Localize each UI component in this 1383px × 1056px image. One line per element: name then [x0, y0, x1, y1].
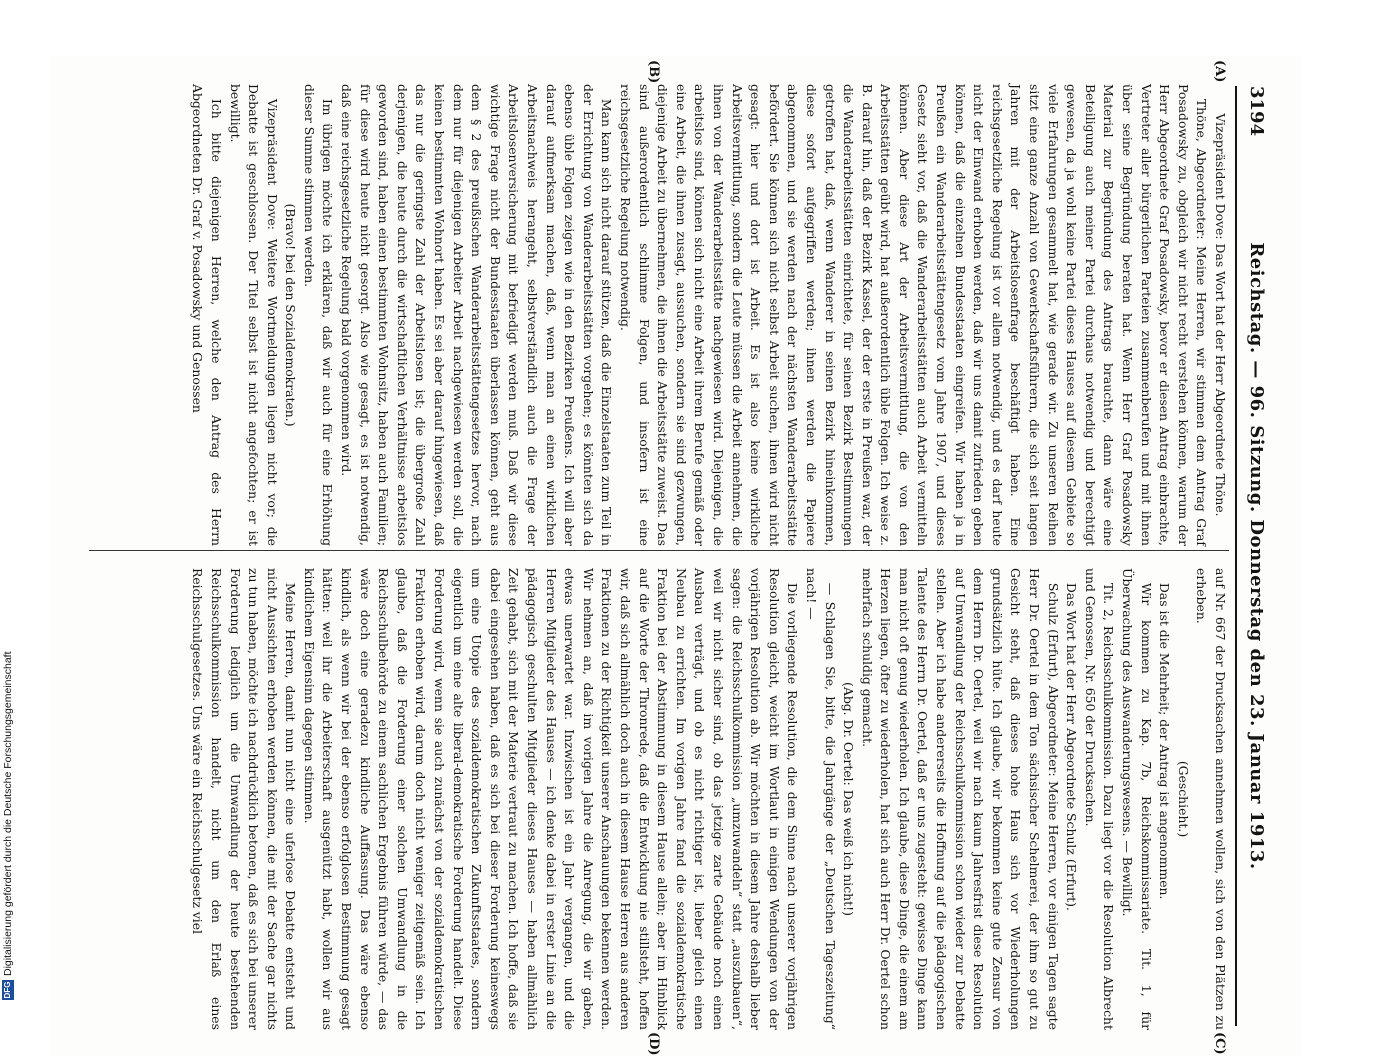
margin-marker-b: (B) — [646, 60, 661, 84]
paragraph: auf Nr. 667 der Drucksachen annehmen wollen, sich von den Plätzen zu erheben. — [1194, 568, 1228, 1030]
funding-watermark — [2, 651, 32, 1000]
margin-marker-d: (D) — [646, 1032, 661, 1056]
paragraph: (Bravo! bei den Sozialdemokraten.) — [283, 203, 299, 427]
paragraph: — Schlagen Sie, bitte, die Jahrgänge der „Deutschen Tageszeitung“ nach! — — [803, 568, 838, 1030]
paragraph: Das Wort hat der Herr Abgeordnete Schulz (Erfurt). — [1064, 582, 1080, 911]
paragraph: Schulz (Erfurt), Abgeordneter: Meine Herren, vor einigen Tagen sagte Herr Dr. Oertel in dem Ton sächsischer Schelmerei, der ihm so gut zu Gesicht steht, daß dieses hohe Haus sich vor Wiederholungen grundsätzlich hüte. Ich glaube, wir bekommen keine gute Zensur von dem Herrn Dr. Oertel, weil wir nach kaum Jahresfrist diese Resolution auf Umwandlung der Reichsschulkommission schon wieder zur Debatte stellen. Aber ich habe andererseits die Hoffnung auf die pädagogischen Talente des Herrn Dr. Oertel, daß er uns zugesteht: gewisse Dinge kann man nicht oft genug wiederholen. Ich glaube, diese Dinge, die einem am Herzen liegen, öfter zu wiederholen, hat sich auch Herr Dr. Oertel schon mehrfach schuldig gemacht. — [859, 568, 1061, 1030]
paragraph: Ich bitte diejenigen Herren, welche den Antrag des Herrn Abgeordneten Dr. Graf v. Posadowsky und Genossen — [190, 84, 224, 546]
paragraph: Thöne, Abgeordneter: Meine Herren, wir stimmen dem Antrag Graf Posadowsky zu, obgleich wir nicht recht verstehen können, warum der Herr Abgeordnete Graf Posadowsky, bevor er diesen Antrag einbrachte, Vertreter aller bürgerlichen Parteien zusammenberufen und mit ihnen über seine Begründung beraten hat. Wenn Herr Graf Posadowsky Material zur Begründung des Antrags brauchte, dann wäre eine Beteiligung auch meiner Partei durchaus notwendig und berechtigt gewesen, da ja wohl keine Partei dieses Hauses auf diesem Gebiete so viele Erfahrungen gesammelt hat, wie gerade wir. Zu unseren Reihen sitzt eine ganze Anzahl von Gewerkschaftsführern, die sich seit langen Jahren mit der Arbeitslosenfrage beschäftigt haben. Eine reichsgesetzliche Regelung ist vor allem notwendig, und es darf heute nicht der Einwand erhoben werden, daß wir uns damit zufrieden geben können, daß die einzelnen Bundesstaaten eingreifen. Wir haben ja in Preußen ein Wanderarbeitsstättengesetz vom Jahre 1907, und dieses Gesetz sieht vor, daß die Wanderarbeitsstätten auch Arbeit vermitteln können. Aber diese Art der Arbeitsvermittlung, die von den Arbeitsstätten geübt wird, hat außerordentlich üble Folgen. Ich weise z. B. darauf hin, daß der Bezirk Kassel, der der erste in Preußen war, der die Wanderarbeitsstätten einrichtete, für seinen Bezirk Bestimmungen getroffen hat, daß, wenn Wanderer in seinen Bezirk hineinkommen, diese sofort aufgegriffen werden; ihnen werden die Papiere abgenommen, und sie werden nach der nächsten Wanderarbeitsstätte befördert. Sie können sich nicht selbst Arbeit suchen, ihnen wird nicht gesagt: hier und dort ist Arbeit. Es ist also keine wirkliche Arbeitsvermittlung, sondern die Leute müssen die Arbeit annehmen, die ihnen von der Wanderarbeitsstätte nachgewiesen wird. Diejenigen, die arbeitslos sind, können sich nicht eine Arbeit ihrem Berufe gemäß oder eine Arbeit, die ihnen zusagt, aussuchen, sondern sie sind gezwungen, diejenige Arbeit zu übernehmen, die ihnen die Arbeitsstätte zuweist. Das sind außerordentlich schlimme Folgen, und insofern ist eine reichsgesetzliche Regelung notwendig. — [618, 84, 1210, 546]
paragraph: Vizepräsident Dove: Weitere Wortmeldungen liegen nicht vor; die Debatte ist geschlossen. Der Titel selbst ist nicht angefochten; er ist bewilligt. — [227, 84, 280, 546]
right-column — [188, 568, 1229, 1030]
paragraph: Wir kommen zu Kap. 7b, Reichskommissariate. Tit. 1, für Überwachung des Auswanderungswesens. — Bewilligt. — [1120, 568, 1154, 1030]
watermark-text: Digitalisierung gefördert durch die Deutsche Forschungsgemeinschaft — [2, 651, 14, 976]
header-rule — [1235, 86, 1237, 1026]
dfg-logo-icon: DFG — [3, 981, 13, 999]
paragraph: (Abg. Dr. Oertel: Das weiß ich nicht!) — [841, 682, 857, 916]
paragraph: Tit. 2, Reichsschulkommission. Dazu liegt vor die Resolution Albrecht und Genossen, Nr. 650 der Drucksachen. — [1082, 568, 1117, 1030]
paragraph: Man kann sich nicht darauf stützen, daß die Einzelstaaten zum Teil in der Errichtung von Wanderarbeitsstätten vorgehen; es könnten sich da ebenso üble Folgen zeigen wie in den Bezirken Preußens. Ich will aber darauf aufmerksam machen, daß, wenn man an einen wirklichen Arbeitsnachweis herangeht, selbstverständlich auch die Frage der Arbeitslosenversicherung mit befriedigt werden muß. Daß wir diese wichtige Frage nicht der Bundesstaaten überlassen können, geht aus dem § 2 des preußischen Wanderarbeitsstättengesetzes hervor, nach dem nur für diejenigen Arbeiter Arbeit nachgewiesen werden soll, die keinen bestimmten Wohnort haben. Es sei aber darauf hingewiesen, daß das nur die geringste Zahl der Arbeitslosen ist; die übergroße Zahl derjenigen, die heute durch die wirtschaftlichen Verhältnisse arbeitslos geworden sind, haben einen bestimmten Wohnsitz, haben auch Familien; für diese wird heute nicht gesorgt. Also wie gesagt, es ist notwendig, daß eine reichsgesetzliche Regelung bald vorgenommen wird. — [339, 84, 615, 546]
left-column — [188, 84, 1229, 546]
newspaper-page — [51, 56, 1301, 1056]
paragraph: Vizepräsident Dove: Das Wort hat der Herr Abgeordnete Thöne. — [1213, 113, 1228, 517]
paragraph: Meine Herren, damit nun nicht eine uferlose Debatte entsteht und nicht Aussichten erhoben werden können, die mit der Sache gar nichts zu tun haben, möchte ich nachdrücklich betonen, daß es sich bei unserer Forderung lediglich um die Umwandlung der heute bestehenden Reichsschulkommission handelt, nicht um den Erlaß eines Reichsschulgesetzes. Uns wäre ein Reichsschulgesetz viel — [190, 568, 299, 1030]
paragraph: Im übrigen möchte ich erklären, daß wir auch für eine Erhöhung dieser Summe stimmen werden. — [301, 84, 336, 546]
column-divider — [89, 550, 1229, 551]
paragraph: (Geschieht.) — [1175, 760, 1191, 838]
running-title: Reichstag. — 96. Sitzung. Donnerstag den 23. Januar 1913. — [1246, 242, 1267, 870]
margin-marker-a: (A) — [1212, 60, 1227, 83]
paragraph: Die vorliegende Resolution, die dem Sinne nach unserer vorjährigen Resolution gleicht, weicht im Wortlaut in einigen Wendungen von der vorjährigen Resolution ab. Wir möchten in diesem Jahre deshalb lieber sagen: die Reichsschulkommission „umzuwandeln“ statt „auszubauen“, weil wir nicht sicher sind, ob das jetzige zarte Gebäude noch einen Ausbau verträgt, und ob es nicht richtiger ist, lieber gleich einen Neubau zu errichten. Im vorigen Jahre fand die sozialdemokratische Fraktion bei der Abstimmung in diesem Hause allein; aber im Hinblick auf die Worte der Thronrede, daß die Entwicklung nie stillsteht, hoffen wir, daß sich allmählich doch auch in diesem Hause Herren aus anderen Fraktionen zu der Richtigkeit unserer Anschauungen bekennen werden. Wir nehmen an, daß im vorigen Jahre die Anregung, die wir gaben, etwas unerwartet war. Inzwischen ist ein Jahr vergangen, und die Herren Mitglieder des Hauses — ich denke dabei in erster Linie an die pädagogisch geschulten Mitglieder dieses Hauses — haben allmählich Zeit gehabt, sich mit der Materie vertraut zu machen. Ich hoffe, daß sie dabei eingesehen haben, daß es sich bei dieser Forderung keineswegs um eine Utopie des sozialdemokratischen Zukunftsstaates, sondern eigentlich um eine alte liberal-demokratische Forderung handelt. Diese Forderung wird, wenn sie auch zunächst von der sozialdemokratischen Fraktion erhoben wird, darum doch nicht weniger zeitgemäß sein. Ich glaube, daß die Forderung einer solchen Umwandlung in die Reichsschulbehörde zu einem sachlichen Ergebnis führen würde, — das wäre doch eine geradezu kindliche Auffassung. Das wäre ebenso kindlich, als wenn wir bei der ebenso erfolglosen Bestimmung gesagt hätten: weil ihr die Arbeiterschaft ausgenützt habt, wollen wir aus kindlichem Eigensinn dagegen stimmen. — [301, 568, 801, 1030]
page-number: 3194 — [1246, 86, 1267, 137]
page-header — [1241, 86, 1267, 1026]
margin-marker-c: (C) — [1212, 1032, 1227, 1055]
paragraph: Das ist die Mehrheit; der Antrag ist angenommen. — [1157, 582, 1173, 900]
